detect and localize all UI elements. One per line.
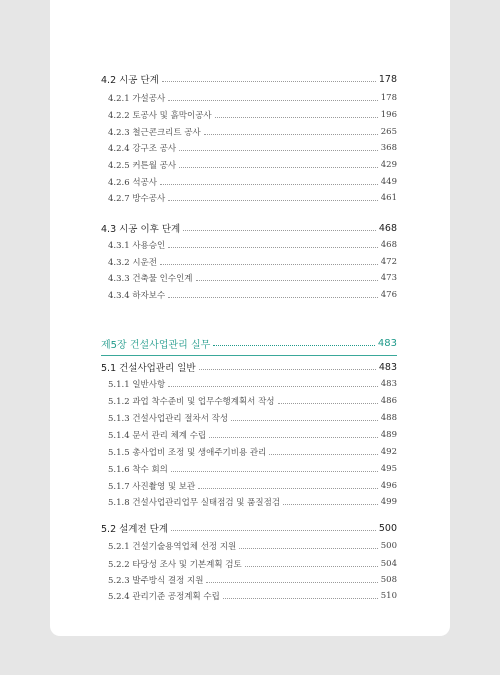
toc-entry-label: 5.1 건설사업관리 일반 [101,363,196,374]
toc-entry-page: 483 [378,361,397,373]
toc-entry-label: 제5장 건설사업관리 실무 [101,340,211,351]
toc-entry-label: 4.2.3 철근콘크리트 공사 [108,128,201,138]
toc-subsection [101,92,397,104]
toc-subsection [101,590,397,602]
toc-entry-page: 486 [380,396,397,406]
toc-entry-label: 5.2.4 관리기준 공정계획 수립 [108,592,220,602]
toc-section [101,521,397,535]
chapter-rule [101,355,397,356]
toc-section [101,360,397,374]
toc-subsection [101,378,397,390]
leader-dots [183,230,376,231]
toc-section [101,72,397,86]
leader-dots [199,369,376,370]
toc-entry-page: 476 [380,290,397,300]
toc-entry-page: 500 [380,541,397,551]
leader-dots [196,280,378,281]
leader-dots [160,264,378,265]
toc-subsection [101,176,397,188]
toc-entry-page: 488 [380,413,397,423]
toc-subsection [101,289,397,301]
toc-entry-page: 461 [380,193,397,203]
toc-subsection [101,412,397,424]
leader-dots [206,582,377,583]
toc-entry-label: 4.3.4 하자보수 [108,291,166,301]
toc-entry-label: 5.1.6 착수 회의 [108,465,168,475]
toc-entry-page: 483 [377,338,397,349]
leader-dots [231,420,378,421]
toc-subsection [101,256,397,268]
toc-entry-page: 495 [380,464,397,474]
leader-dots [168,100,378,101]
toc-entry-label: 5.2.1 건설기술용역업체 선정 지원 [108,542,237,552]
toc-section [101,221,397,235]
leader-dots [209,437,378,438]
toc-entry-page: 483 [380,379,397,389]
toc-entry-label: 4.2.7 방수공사 [108,194,166,204]
toc-entry-label: 4.3.3 건축물 인수인계 [108,274,193,284]
leader-dots [179,150,378,151]
leader-dots [215,117,378,118]
toc-entry-label: 5.2 설계전 단계 [101,524,169,535]
leader-dots [179,167,378,168]
toc-entry-label: 5.2.3 발주방식 결정 지원 [108,576,204,586]
leader-dots [213,345,375,346]
toc-entry-page: 472 [380,257,397,267]
toc-subsection [101,272,397,284]
toc-subsection [101,540,397,552]
toc-entry-page: 178 [380,93,397,103]
toc-entry-page: 489 [380,430,397,440]
leader-dots [269,454,377,455]
toc-entry-page: 265 [380,127,397,137]
toc-subsection [101,446,397,458]
toc-subsection [101,192,397,204]
leader-dots [278,403,378,404]
toc-entry-page: 492 [380,447,397,457]
toc-entry-page: 500 [378,522,397,534]
toc-chapter [101,336,397,351]
toc-entry-page: 368 [380,143,397,153]
leader-dots [283,504,378,505]
toc-subsection [101,395,397,407]
toc-entry-page: 178 [378,73,397,85]
toc-subsection [101,109,397,121]
toc-entry-label: 5.1.8 건설사업관리업무 실태점검 및 품질점검 [108,498,281,508]
leader-dots [168,297,378,298]
toc-entry-label: 4.2.5 커튼월 공사 [108,161,177,171]
toc-entry-page: 508 [380,575,397,585]
toc-entry-page: 468 [380,240,397,250]
leader-dots [168,247,378,248]
toc-entry-label: 4.2.4 강구조 공사 [108,144,177,154]
toc-entry-label: 5.2.2 타당성 조사 및 기본계획 검토 [108,560,242,570]
leader-dots [168,200,378,201]
leader-dots [162,81,376,82]
toc-entry-page: 196 [380,110,397,120]
toc-entry-label: 4.2 시공 단계 [101,75,159,86]
toc-entry-label: 4.2.1 가설공사 [108,94,166,104]
toc-entry-label: 4.2.6 석공사 [108,178,157,188]
toc-entry-page: 510 [380,591,397,601]
toc-subsection [101,496,397,508]
toc-entry-label: 4.2.2 토공사 및 흙막이공사 [108,111,212,121]
leader-dots [171,530,376,531]
toc-entry-page: 449 [380,177,397,187]
toc-subsection [101,429,397,441]
toc-entry-page: 496 [380,481,397,491]
leader-dots [204,134,378,135]
leader-dots [198,488,378,489]
toc-entry-label: 4.3.2 시운전 [108,258,157,268]
leader-dots [160,184,378,185]
toc-entry-page: 504 [380,559,397,569]
toc-subsection [101,126,397,138]
toc-subsection [101,159,397,171]
toc-entry-page: 468 [378,222,397,234]
toc-entry-label: 5.1.3 건설사업관리 절차서 작성 [108,414,229,424]
toc-entry-page: 499 [380,497,397,507]
toc-entry-label: 4.3.1 사용승인 [108,241,166,251]
toc-entry-page: 473 [380,273,397,283]
toc-entry-label: 5.1.4 문서 관리 체계 수립 [108,431,207,441]
leader-dots [168,386,378,387]
toc-subsection [101,480,397,492]
leader-dots [223,598,378,599]
toc-entry-label: 5.1.2 과업 착수준비 및 업무수행계획서 작성 [108,397,275,407]
toc-subsection [101,142,397,154]
toc-entry-label: 5.1.7 사진촬영 및 보관 [108,482,196,492]
toc-entry-label: 5.1.1 일반사항 [108,380,166,390]
toc-subsection [101,463,397,475]
leader-dots [239,548,377,549]
leader-dots [245,566,378,567]
leader-dots [171,471,378,472]
toc-subsection [101,574,397,586]
toc-entry-label: 5.1.5 총사업비 조정 및 생애주기비용 관리 [108,448,267,458]
toc-subsection [101,558,397,570]
toc-entry-label: 4.3 시공 이후 단계 [101,224,181,235]
toc-subsection [101,239,397,251]
toc-entry-page: 429 [380,160,397,170]
